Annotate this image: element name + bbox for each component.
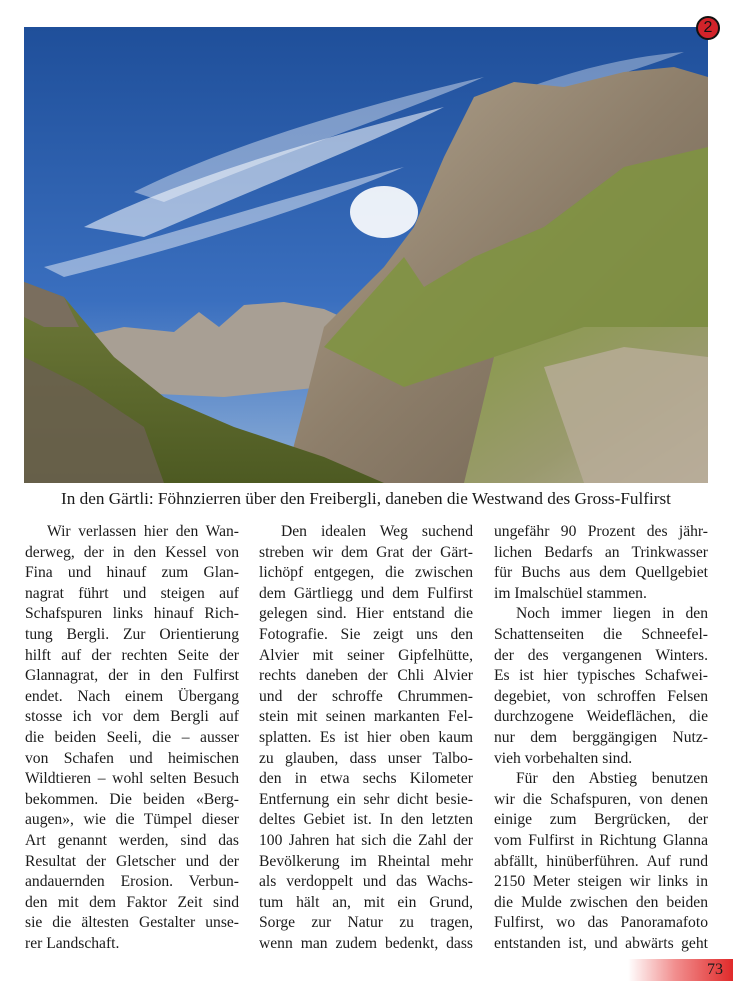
text-line: vom Fulfirst in Richtung Glanna [494, 831, 708, 849]
text-line: im Imalschüel stammen. [494, 584, 647, 602]
mountain-photo-image [24, 27, 708, 483]
text-line: 100 Jahren hat sich die Zahl der [259, 831, 473, 849]
text-line: durchzogene Weideflächen, die [494, 708, 708, 726]
text-line: wir die Schafspuren, von denen [494, 790, 708, 808]
text-line: als verdoppelt und das Wachs- [259, 873, 473, 891]
text-line: ungefähr 90 Prozent des jähr- [494, 523, 708, 540]
mountain-photo [24, 27, 708, 483]
text-line: nur dem berggängigen Nutz- [494, 728, 708, 746]
text-line: die beiden Seeli, die – ausser [25, 728, 239, 746]
text-line: rer Landschaft. [25, 934, 120, 952]
text-line: wenn man zudem bedenkt, dass [259, 934, 473, 952]
text-line: gelegen sind. Hier entstand die [259, 605, 473, 623]
text-line: und der schroffe Chrummen- [259, 687, 473, 705]
text-line: zu glauben, dass unser Talbo- [259, 749, 473, 767]
text-line: augen», wie die Tümpel dieser [25, 811, 239, 829]
text-line: Noch immer liegen in den [516, 605, 708, 623]
text-line: splatten. Es ist hier oben kaum [259, 728, 473, 746]
text-line: Art genannt werden, sind das [25, 831, 239, 849]
text-line: 2150 Meter steigen wir links in [494, 873, 708, 891]
text-line: dem Gärtliegg und dem Fulfirst [259, 584, 473, 602]
text-line: andauernden Erosion. Verbun- [25, 873, 239, 891]
text-line: für Buchs aus dem Quellgebiet [494, 564, 708, 582]
text-line: streben wir dem Grat der Gärt- [259, 543, 473, 561]
text-line: Schattenseiten die Schneefel- [494, 625, 708, 643]
text-line: Entfernung ein sehr dicht besie- [259, 790, 473, 808]
text-line: den mit dem Faktor Zeit sind [25, 893, 239, 911]
text-line: den in etwa sechs Kilometer [259, 770, 473, 788]
text-column-1 [25, 522, 239, 954]
text-line: derweg, der in den Kessel von [25, 543, 239, 561]
text-line: Alvier mit seiner Gipfelhütte, [259, 646, 473, 664]
text-line: Fotografie. Sie zeigt uns den [259, 625, 473, 643]
text-line: Den idealen Weg suchend [281, 523, 473, 540]
text-line: Fina und hinauf zum Glan- [25, 564, 239, 582]
text-column-3 [494, 522, 708, 954]
text-line: bekommen. Die beiden «Berg- [25, 790, 239, 808]
text-line: Sorge zur Natur zu tragen, [259, 914, 473, 932]
text-line: nagrat führt und steigen auf [25, 584, 239, 602]
text-line: entstanden ist, und abwärts geht [494, 934, 708, 952]
text-line: Es ist hier typisches Schafwei- [494, 667, 708, 685]
text-line: stosse ich vor dem Bergli auf [25, 708, 239, 726]
text-line: Wir verlassen hier den Wan- [47, 523, 239, 540]
text-line: lichen Bedarfs an Trinkwasser [494, 543, 708, 561]
text-line: deltes Gebiet ist. In den letzten [259, 811, 473, 829]
text-line: tum hält an, mit ein Grund, [259, 893, 473, 911]
text-line: Fulfirst, wo das Panoramafoto [494, 914, 708, 932]
text-line: der des vergangenen Winters. [494, 646, 708, 664]
text-line: die Mulde zwischen den beiden [494, 893, 708, 911]
text-line: lichöpf entgegen, die zwischen [259, 564, 473, 582]
text-line: einige zum Bergrücken, der [494, 811, 708, 829]
text-line: Schafspuren links hinauf Rich- [25, 605, 239, 623]
page-number: 73 [707, 961, 723, 978]
text-line: rechts daneben der Chli Alvier [259, 667, 473, 685]
text-line: abfällt, hinüberführen. Auf rund [494, 852, 708, 870]
text-column-2 [259, 522, 473, 954]
text-line: Glannagrat, der in den Fulfirst [25, 667, 239, 685]
page-badge: 2 [696, 16, 720, 40]
text-line: von Schafen und heimischen [25, 749, 239, 767]
page-number-bar [628, 959, 733, 981]
text-line: hilft auf der rechten Seite der [25, 646, 239, 664]
text-line: vieh vorbehalten sind. [494, 749, 633, 767]
text-line: tung Bergli. Zur Orientierung [25, 625, 239, 643]
text-line: Resultat der Gletscher und der [25, 852, 239, 870]
text-line: sie die ältesten Gestalter unse- [25, 914, 239, 932]
text-line: Bevölkerung im Rheintal mehr [259, 852, 473, 870]
text-line: stein mit seinen markanten Fel- [259, 708, 473, 726]
photo-caption: In den Gärtli: Föhnzierren über den Freibergli, daneben die Westwand des Gross-Fulfirst [61, 489, 671, 508]
text-line: endet. Nach einem Übergang [25, 687, 239, 705]
text-line: Wildtieren – wohl selten Besuch [25, 770, 239, 788]
text-line: Für den Abstieg benutzen [516, 770, 708, 788]
text-line: degebiet, von schroffen Felsen [494, 687, 708, 705]
